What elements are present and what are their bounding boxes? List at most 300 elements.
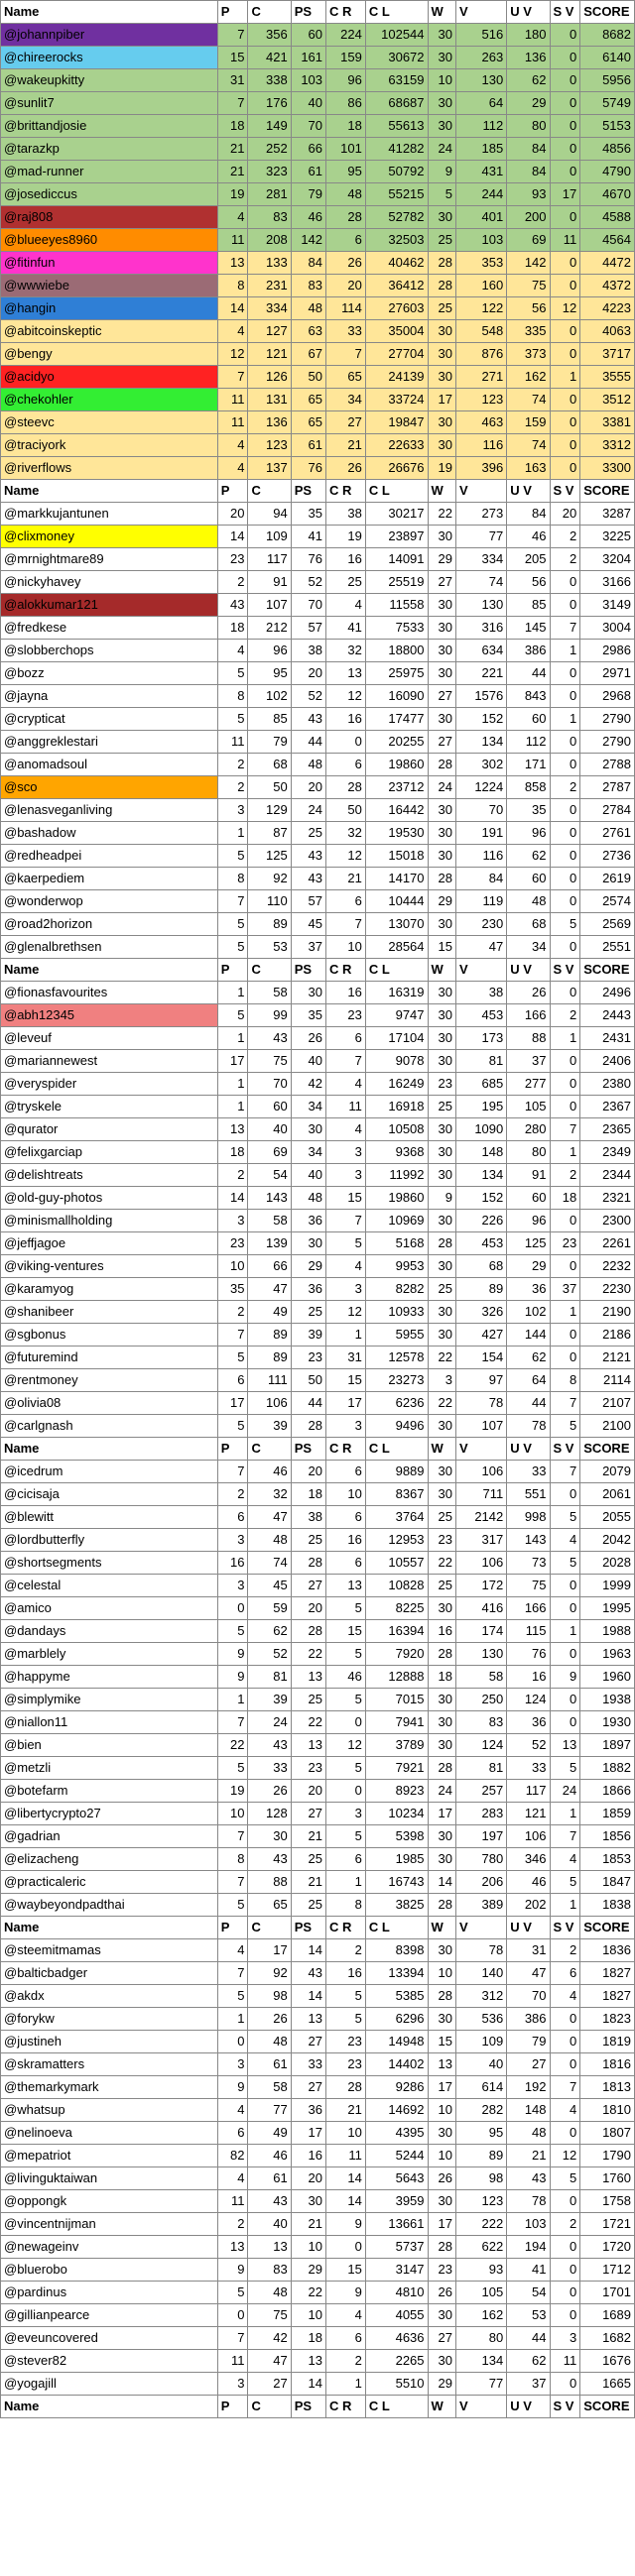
cell-w: 25 — [428, 297, 455, 320]
cell-ps: 57 — [291, 890, 325, 913]
cell-cr: 3 — [326, 1278, 366, 1301]
cell-cl: 9747 — [365, 1004, 428, 1027]
table-row — [1, 708, 635, 731]
cell-score: 4223 — [580, 297, 635, 320]
cell-score: 2787 — [580, 776, 635, 799]
cell-p: 7 — [217, 2327, 248, 2350]
cell-sv: 4 — [550, 1848, 580, 1871]
cell-c: 58 — [248, 982, 291, 1004]
cell-v: 124 — [455, 1734, 506, 1757]
cell-p: 0 — [217, 2304, 248, 2327]
cell-sv: 0 — [550, 1096, 580, 1118]
cell-w: 28 — [428, 1643, 455, 1666]
cell-score: 1963 — [580, 1643, 635, 1666]
cell-p: 5 — [217, 662, 248, 685]
cell-cl: 10444 — [365, 890, 428, 913]
cell-v: 130 — [455, 1643, 506, 1666]
cell-ps: 13 — [291, 2350, 325, 2373]
table-row — [1, 1597, 635, 1620]
column-header-cr: C R — [326, 1917, 366, 1939]
cell-cl: 24139 — [365, 366, 428, 389]
cell-w: 30 — [428, 2008, 455, 2031]
cell-v: 58 — [455, 1666, 506, 1689]
user-name-cell: @skramatters — [1, 2053, 218, 2076]
table-row — [1, 1529, 635, 1552]
cell-ps: 25 — [291, 822, 325, 845]
cell-sv: 2 — [550, 548, 580, 571]
cell-p: 9 — [217, 1666, 248, 1689]
cell-w: 30 — [428, 366, 455, 389]
cell-cr: 0 — [326, 731, 366, 754]
cell-p: 18 — [217, 1141, 248, 1164]
column-header-cr: C R — [326, 2396, 366, 2418]
user-name-cell: @dandays — [1, 1620, 218, 1643]
cell-p: 5 — [217, 1757, 248, 1780]
table-row — [1, 822, 635, 845]
cell-p: 7 — [217, 1871, 248, 1894]
cell-w: 5 — [428, 183, 455, 206]
cell-score: 1665 — [580, 2373, 635, 2396]
cell-score: 2261 — [580, 1232, 635, 1255]
cell-score: 4856 — [580, 138, 635, 161]
cell-v: 463 — [455, 411, 506, 434]
cell-uv: 54 — [507, 2282, 550, 2304]
header-row — [1, 1, 635, 24]
cell-cr: 18 — [326, 115, 366, 138]
cell-w: 30 — [428, 1027, 455, 1050]
cell-score: 2736 — [580, 845, 635, 868]
cell-sv: 7 — [550, 2076, 580, 2099]
cell-w: 19 — [428, 457, 455, 480]
cell-v: 282 — [455, 2099, 506, 2122]
user-name-cell: @mrnightmare89 — [1, 548, 218, 571]
cell-sv: 2 — [550, 526, 580, 548]
user-name-cell: @mad-runner — [1, 161, 218, 183]
cell-score: 3300 — [580, 457, 635, 480]
cell-ps: 29 — [291, 2259, 325, 2282]
cell-cl: 5955 — [365, 1324, 428, 1347]
cell-sv: 37 — [550, 1278, 580, 1301]
table-row — [1, 343, 635, 366]
cell-v: 250 — [455, 1689, 506, 1711]
cell-ps: 21 — [291, 1825, 325, 1848]
cell-c: 231 — [248, 275, 291, 297]
cell-c: 89 — [248, 1324, 291, 1347]
cell-p: 7 — [217, 92, 248, 115]
cell-cl: 16090 — [365, 685, 428, 708]
column-header-p: P — [217, 480, 248, 503]
cell-uv: 78 — [507, 2190, 550, 2213]
cell-w: 30 — [428, 47, 455, 69]
cell-w: 16 — [428, 1620, 455, 1643]
user-name-cell: @eveuncovered — [1, 2327, 218, 2350]
cell-c: 75 — [248, 1050, 291, 1073]
table-row — [1, 69, 635, 92]
user-name-cell: @clixmoney — [1, 526, 218, 548]
cell-uv: 44 — [507, 662, 550, 685]
cell-sv: 0 — [550, 1575, 580, 1597]
column-header-ps: PS — [291, 1438, 325, 1461]
cell-cl: 8398 — [365, 1939, 428, 1962]
cell-p: 4 — [217, 320, 248, 343]
cell-c: 87 — [248, 822, 291, 845]
cell-uv: 551 — [507, 1483, 550, 1506]
cell-c: 176 — [248, 92, 291, 115]
cell-cr: 6 — [326, 229, 366, 252]
cell-v: 140 — [455, 1962, 506, 1985]
cell-cl: 19530 — [365, 822, 428, 845]
user-name-cell: @markkujantunen — [1, 503, 218, 526]
cell-v: 271 — [455, 366, 506, 389]
cell-w: 30 — [428, 2304, 455, 2327]
cell-c: 48 — [248, 2282, 291, 2304]
cell-cl: 13394 — [365, 1962, 428, 1985]
cell-p: 21 — [217, 161, 248, 183]
cell-c: 133 — [248, 252, 291, 275]
cell-score: 1827 — [580, 1962, 635, 1985]
cell-sv: 7 — [550, 617, 580, 640]
cell-v: 185 — [455, 138, 506, 161]
cell-p: 5 — [217, 913, 248, 936]
user-name-cell: @josediccus — [1, 183, 218, 206]
cell-sv: 5 — [550, 1757, 580, 1780]
cell-sv: 0 — [550, 275, 580, 297]
cell-c: 61 — [248, 2053, 291, 2076]
table-row — [1, 1232, 635, 1255]
cell-p: 7 — [217, 1711, 248, 1734]
column-header-ps: PS — [291, 480, 325, 503]
user-name-cell: @blueeyes8960 — [1, 229, 218, 252]
cell-v: 105 — [455, 2282, 506, 2304]
cell-uv: 117 — [507, 1780, 550, 1803]
table-row — [1, 1415, 635, 1438]
cell-p: 1 — [217, 982, 248, 1004]
cell-c: 129 — [248, 799, 291, 822]
cell-w: 29 — [428, 890, 455, 913]
table-row — [1, 2008, 635, 2031]
cell-sv: 4 — [550, 2099, 580, 2122]
cell-v: 711 — [455, 1483, 506, 1506]
cell-cl: 14170 — [365, 868, 428, 890]
cell-uv: 62 — [507, 69, 550, 92]
cell-cr: 19 — [326, 526, 366, 548]
cell-cl: 6296 — [365, 2008, 428, 2031]
cell-w: 28 — [428, 754, 455, 776]
cell-ps: 30 — [291, 1232, 325, 1255]
user-name-cell: @veryspider — [1, 1073, 218, 1096]
cell-cr: 6 — [326, 1848, 366, 1871]
cell-score: 2574 — [580, 890, 635, 913]
cell-cl: 19860 — [365, 754, 428, 776]
cell-c: 92 — [248, 1962, 291, 1985]
cell-cr: 101 — [326, 138, 366, 161]
cell-c: 252 — [248, 138, 291, 161]
cell-c: 74 — [248, 1552, 291, 1575]
column-header-score: SCORE — [580, 2396, 635, 2418]
cell-ps: 79 — [291, 183, 325, 206]
cell-cr: 33 — [326, 320, 366, 343]
cell-w: 30 — [428, 1689, 455, 1711]
cell-score: 2365 — [580, 1118, 635, 1141]
cell-v: 206 — [455, 1871, 506, 1894]
cell-cl: 25519 — [365, 571, 428, 594]
cell-v: 257 — [455, 1780, 506, 1803]
table-row — [1, 1575, 635, 1597]
table-row — [1, 1552, 635, 1575]
cell-ps: 20 — [291, 1461, 325, 1483]
cell-v: 77 — [455, 526, 506, 548]
cell-v: 431 — [455, 161, 506, 183]
cell-sv: 0 — [550, 662, 580, 685]
cell-ps: 70 — [291, 115, 325, 138]
table-row — [1, 640, 635, 662]
cell-v: 427 — [455, 1324, 506, 1347]
table-row — [1, 1369, 635, 1392]
cell-p: 8 — [217, 868, 248, 890]
column-header-score: SCORE — [580, 959, 635, 982]
table-row — [1, 1187, 635, 1210]
table-row — [1, 2167, 635, 2190]
cell-uv: 33 — [507, 1461, 550, 1483]
table-row — [1, 1027, 635, 1050]
table-row — [1, 2236, 635, 2259]
cell-cl: 11992 — [365, 1164, 428, 1187]
cell-uv: 106 — [507, 1825, 550, 1848]
cell-w: 30 — [428, 1004, 455, 1027]
cell-ps: 18 — [291, 1483, 325, 1506]
cell-c: 30 — [248, 1825, 291, 1848]
cell-ps: 43 — [291, 845, 325, 868]
user-name-cell: @libertycrypto27 — [1, 1803, 218, 1825]
cell-c: 95 — [248, 662, 291, 685]
table-row — [1, 206, 635, 229]
cell-score: 2061 — [580, 1483, 635, 1506]
user-name-cell: @crypticat — [1, 708, 218, 731]
column-header-name: Name — [1, 959, 218, 982]
cell-w: 25 — [428, 229, 455, 252]
cell-c: 121 — [248, 343, 291, 366]
cell-cl: 16249 — [365, 1073, 428, 1096]
cell-w: 28 — [428, 275, 455, 297]
cell-c: 208 — [248, 229, 291, 252]
cell-cr: 6 — [326, 1552, 366, 1575]
cell-sv: 0 — [550, 252, 580, 275]
cell-w: 30 — [428, 845, 455, 868]
cell-score: 1682 — [580, 2327, 635, 2350]
cell-p: 15 — [217, 47, 248, 69]
cell-v: 780 — [455, 1848, 506, 1871]
cell-cr: 7 — [326, 343, 366, 366]
cell-sv: 0 — [550, 594, 580, 617]
cell-uv: 171 — [507, 754, 550, 776]
cell-w: 22 — [428, 1392, 455, 1415]
cell-p: 82 — [217, 2145, 248, 2167]
table-row — [1, 1301, 635, 1324]
cell-sv: 0 — [550, 161, 580, 183]
cell-score: 1856 — [580, 1825, 635, 1848]
cell-w: 29 — [428, 548, 455, 571]
cell-sv: 0 — [550, 1711, 580, 1734]
table-row — [1, 183, 635, 206]
cell-w: 30 — [428, 1164, 455, 1187]
cell-w: 17 — [428, 389, 455, 411]
cell-sv: 5 — [550, 1506, 580, 1529]
cell-sv: 0 — [550, 1643, 580, 1666]
cell-uv: 76 — [507, 1643, 550, 1666]
cell-sv: 0 — [550, 1597, 580, 1620]
cell-uv: 277 — [507, 1073, 550, 1096]
user-name-cell: @happyme — [1, 1666, 218, 1689]
cell-cr: 20 — [326, 275, 366, 297]
cell-cr: 14 — [326, 2167, 366, 2190]
cell-v: 81 — [455, 1757, 506, 1780]
cell-v: 103 — [455, 229, 506, 252]
cell-score: 3717 — [580, 343, 635, 366]
cell-cl: 7533 — [365, 617, 428, 640]
table-row — [1, 526, 635, 548]
cell-score: 1988 — [580, 1620, 635, 1643]
cell-score: 1823 — [580, 2008, 635, 2031]
cell-cl: 4636 — [365, 2327, 428, 2350]
cell-p: 4 — [217, 2099, 248, 2122]
cell-ps: 36 — [291, 2099, 325, 2122]
cell-p: 3 — [217, 1529, 248, 1552]
cell-w: 30 — [428, 1711, 455, 1734]
cell-uv: 103 — [507, 2213, 550, 2236]
cell-p: 4 — [217, 434, 248, 457]
cell-ps: 142 — [291, 229, 325, 252]
cell-p: 3 — [217, 2373, 248, 2396]
user-name-cell: @leveuf — [1, 1027, 218, 1050]
cell-c: 69 — [248, 1141, 291, 1164]
column-header-p: P — [217, 2396, 248, 2418]
table-row — [1, 913, 635, 936]
cell-w: 10 — [428, 2145, 455, 2167]
cell-c: 85 — [248, 708, 291, 731]
cell-p: 5 — [217, 1620, 248, 1643]
cell-w: 27 — [428, 685, 455, 708]
cell-ps: 34 — [291, 1141, 325, 1164]
cell-cl: 7941 — [365, 1711, 428, 1734]
table-row — [1, 1255, 635, 1278]
cell-uv: 115 — [507, 1620, 550, 1643]
cell-c: 126 — [248, 366, 291, 389]
user-name-cell: @hangin — [1, 297, 218, 320]
table-row — [1, 548, 635, 571]
cell-p: 18 — [217, 617, 248, 640]
cell-ps: 27 — [291, 1575, 325, 1597]
column-header-ps: PS — [291, 1, 325, 24]
cell-ps: 28 — [291, 1620, 325, 1643]
cell-cr: 21 — [326, 2099, 366, 2122]
user-name-cell: @tarazkp — [1, 138, 218, 161]
cell-ps: 18 — [291, 2327, 325, 2350]
cell-c: 52 — [248, 1643, 291, 1666]
cell-cl: 10828 — [365, 1575, 428, 1597]
cell-cr: 28 — [326, 206, 366, 229]
cell-sv: 17 — [550, 183, 580, 206]
cell-score: 1882 — [580, 1757, 635, 1780]
cell-score: 2551 — [580, 936, 635, 959]
user-name-cell: @yogajill — [1, 2373, 218, 2396]
cell-ps: 103 — [291, 69, 325, 92]
cell-cl: 6236 — [365, 1392, 428, 1415]
cell-uv: 62 — [507, 2350, 550, 2373]
cell-c: 107 — [248, 594, 291, 617]
cell-score: 2569 — [580, 913, 635, 936]
table-row — [1, 297, 635, 320]
cell-c: 125 — [248, 845, 291, 868]
cell-cr: 48 — [326, 183, 366, 206]
cell-sv: 1 — [550, 708, 580, 731]
cell-ps: 34 — [291, 1096, 325, 1118]
cell-p: 21 — [217, 138, 248, 161]
cell-cr: 12 — [326, 845, 366, 868]
cell-v: 614 — [455, 2076, 506, 2099]
cell-sv: 0 — [550, 2122, 580, 2145]
cell-c: 88 — [248, 1871, 291, 1894]
cell-sv: 0 — [550, 1347, 580, 1369]
cell-w: 30 — [428, 2350, 455, 2373]
table-row — [1, 2031, 635, 2053]
cell-sv: 0 — [550, 754, 580, 776]
cell-sv: 0 — [550, 320, 580, 343]
column-header-cl: C L — [365, 1, 428, 24]
cell-cl: 55613 — [365, 115, 428, 138]
column-header-ps: PS — [291, 959, 325, 982]
cell-ps: 24 — [291, 799, 325, 822]
cell-sv: 0 — [550, 1210, 580, 1232]
cell-cl: 9496 — [365, 1415, 428, 1438]
table-row — [1, 1871, 635, 1894]
cell-w: 30 — [428, 1210, 455, 1232]
cell-cl: 55215 — [365, 183, 428, 206]
cell-p: 6 — [217, 1369, 248, 1392]
cell-p: 19 — [217, 1780, 248, 1803]
cell-ps: 16 — [291, 2145, 325, 2167]
cell-cr: 5 — [326, 2008, 366, 2031]
cell-p: 43 — [217, 594, 248, 617]
cell-w: 24 — [428, 776, 455, 799]
cell-cl: 5510 — [365, 2373, 428, 2396]
cell-uv: 80 — [507, 1141, 550, 1164]
cell-c: 43 — [248, 1734, 291, 1757]
cell-cr: 7 — [326, 1050, 366, 1073]
cell-sv: 4 — [550, 1529, 580, 1552]
user-name-cell: @abitcoinskeptic — [1, 320, 218, 343]
cell-uv: 46 — [507, 1871, 550, 1894]
cell-score: 2321 — [580, 1187, 635, 1210]
cell-c: 143 — [248, 1187, 291, 1210]
cell-uv: 47 — [507, 1962, 550, 1985]
cell-score: 2121 — [580, 1347, 635, 1369]
cell-score: 1676 — [580, 2350, 635, 2373]
user-name-cell: @jeffjagoe — [1, 1232, 218, 1255]
table-row — [1, 138, 635, 161]
user-name-cell: @raj808 — [1, 206, 218, 229]
cell-score: 3312 — [580, 434, 635, 457]
cell-ps: 35 — [291, 1004, 325, 1027]
cell-p: 19 — [217, 183, 248, 206]
header-row — [1, 1438, 635, 1461]
cell-w: 30 — [428, 24, 455, 47]
cell-p: 13 — [217, 2236, 248, 2259]
table-row — [1, 1141, 635, 1164]
cell-sv: 5 — [550, 1552, 580, 1575]
cell-c: 92 — [248, 868, 291, 890]
table-row — [1, 161, 635, 183]
cell-score: 2055 — [580, 1506, 635, 1529]
